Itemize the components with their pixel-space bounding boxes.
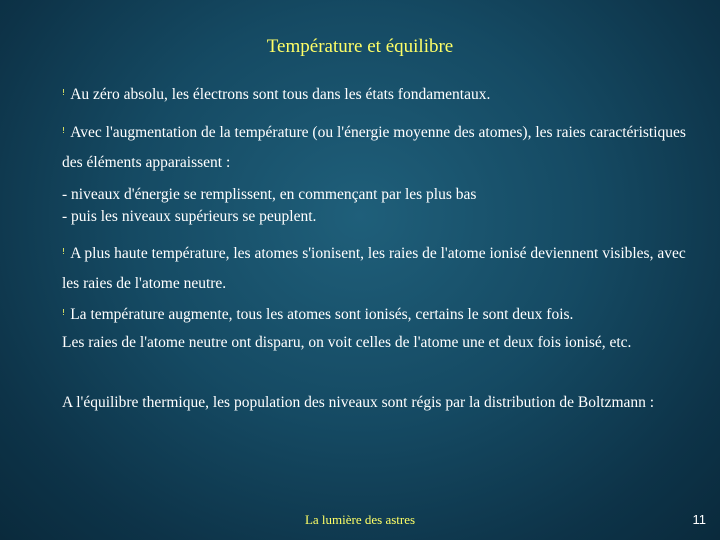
bullet-marker: ! — [62, 88, 66, 98]
bullet-marker: ! — [62, 126, 66, 136]
paragraph-text: - niveaux d'énergie se remplissent, en commençant par les plus bas — [62, 186, 477, 203]
bullet-marker: ! — [62, 308, 66, 318]
paragraph-text: Au zéro absolu, les électrons sont tous dans les états fondamentaux. — [70, 86, 491, 103]
paragraph-text: - puis les niveaux supérieurs se peuplent. — [62, 208, 317, 225]
paragraph-levels-fill — [62, 184, 702, 206]
slide-title: Température et équilibre — [266, 36, 454, 57]
paragraph-text: A plus haute température, les atomes s'ionisent, les raies de l'atome ionisé deviennent visibles, avec les raies de l'atome neutre. — [62, 245, 686, 293]
paragraph-text: A l'équilibre thermique, les population des niveaux sont régis par la distribution de Boltzmann : — [62, 394, 655, 411]
paragraph-absolute-zero — [62, 80, 702, 110]
bullet-marker: ! — [62, 247, 66, 257]
paragraph-text: Avec l'augmentation de la température (ou l'énergie moyenne des atomes), les raies caractéristiques des éléments apparaissent : — [62, 124, 686, 172]
paragraph-text: Les raies de l'atome neutre ont disparu, on voit celles de l'atome une et deux fois ionisé, etc. — [62, 334, 632, 351]
paragraph-text: La température augmente, tous les atomes sont ionisés, certains le sont deux fois. — [70, 306, 574, 323]
paragraph-all-ionized — [62, 300, 702, 330]
paragraph-temperature-increase — [62, 118, 702, 178]
page-number: 11 — [692, 512, 706, 527]
footer-text: La lumière des astres — [304, 512, 416, 527]
paragraph-boltzmann — [62, 392, 702, 414]
paragraph-upper-levels — [62, 206, 702, 228]
paragraph-ionization — [62, 239, 702, 299]
paragraph-neutral-disappeared — [62, 332, 702, 354]
